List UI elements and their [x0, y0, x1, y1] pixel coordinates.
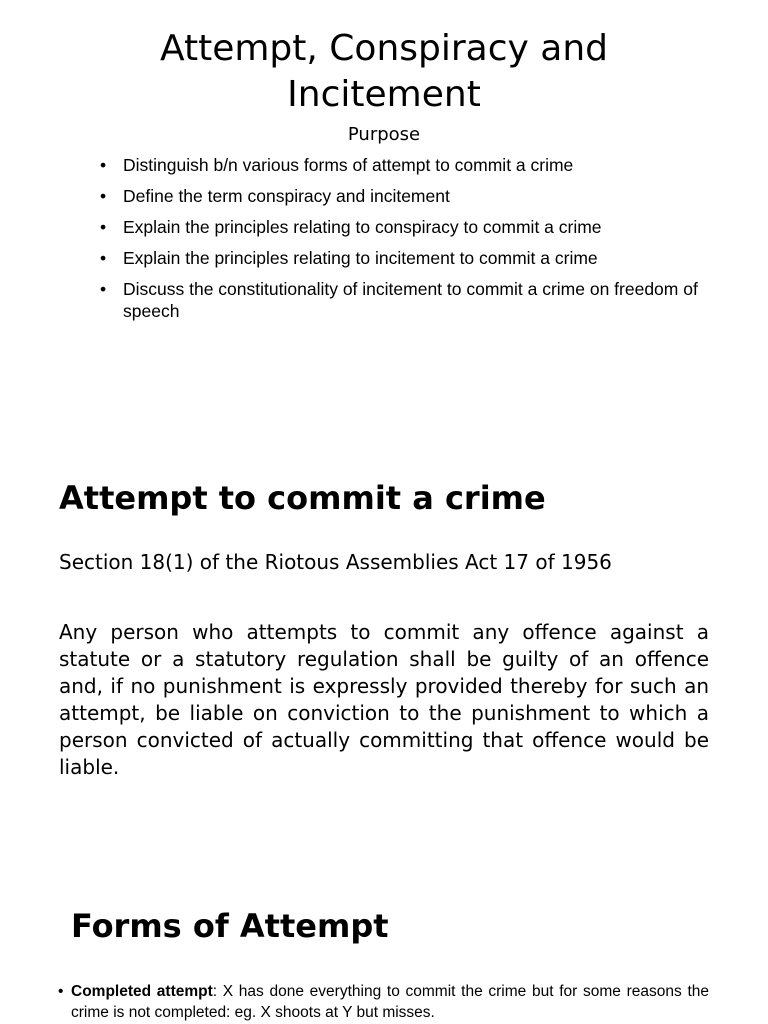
bullet-icon: • — [100, 155, 107, 175]
list-item — [100, 278, 700, 322]
slide-title — [0, 26, 768, 118]
slide-purpose — [0, 0, 768, 440]
bullet-icon: • — [100, 217, 107, 237]
list-item-text: : X has done everything to commit the crime but for some reasons the crime is not completed: eg. X shoots at Y but misses. — [71, 983, 709, 1021]
statute-text: Any person who attempts to commit any offence against a statute or a statutory regulation shall be guilty of an offence and, if no punishment is expressly provided thereby for such an attempt, be liable on conviction to the punishment to which a person convicted of actually committing that offence would be liable. — [59, 620, 709, 779]
bullet-icon: • — [100, 186, 107, 206]
list-item-text: Define the term conspiracy and incitement — [123, 186, 450, 206]
list-item-text: Distinguish b/n various forms of attempt to commit a crime — [123, 155, 574, 175]
list-item — [100, 154, 700, 176]
list-item-term: Completed attempt — [71, 983, 213, 1000]
section-reference: Section 18(1) of the Riotous Assemblies Act 17 of 1956 — [59, 550, 612, 574]
list-item-text: Explain the principles relating to incitement to commit a crime — [123, 248, 598, 268]
slide-title: Forms of Attempt — [71, 907, 389, 945]
bullet-icon: • — [58, 983, 64, 1000]
list-item — [58, 981, 709, 1023]
list-item — [100, 247, 700, 269]
list-item-text: Discuss the constitutionality of incitement to commit a crime on freedom of speech — [123, 279, 698, 321]
purpose-list — [100, 154, 700, 331]
slide-attempt — [0, 460, 768, 850]
slide-forms-of-attempt — [0, 880, 768, 1024]
bullet-icon: • — [100, 279, 107, 299]
list-item — [100, 216, 700, 238]
title-line-1: Attempt, Conspiracy and — [159, 28, 608, 69]
list-item — [100, 185, 700, 207]
slide-title: Attempt to commit a crime — [59, 479, 546, 517]
title-line-2: Incitement — [287, 74, 481, 115]
forms-list — [58, 981, 709, 1023]
bullet-icon: • — [100, 248, 107, 268]
list-item-text: Explain the principles relating to conspiracy to commit a crime — [123, 217, 602, 237]
slide-subtitle: Purpose — [347, 124, 421, 145]
